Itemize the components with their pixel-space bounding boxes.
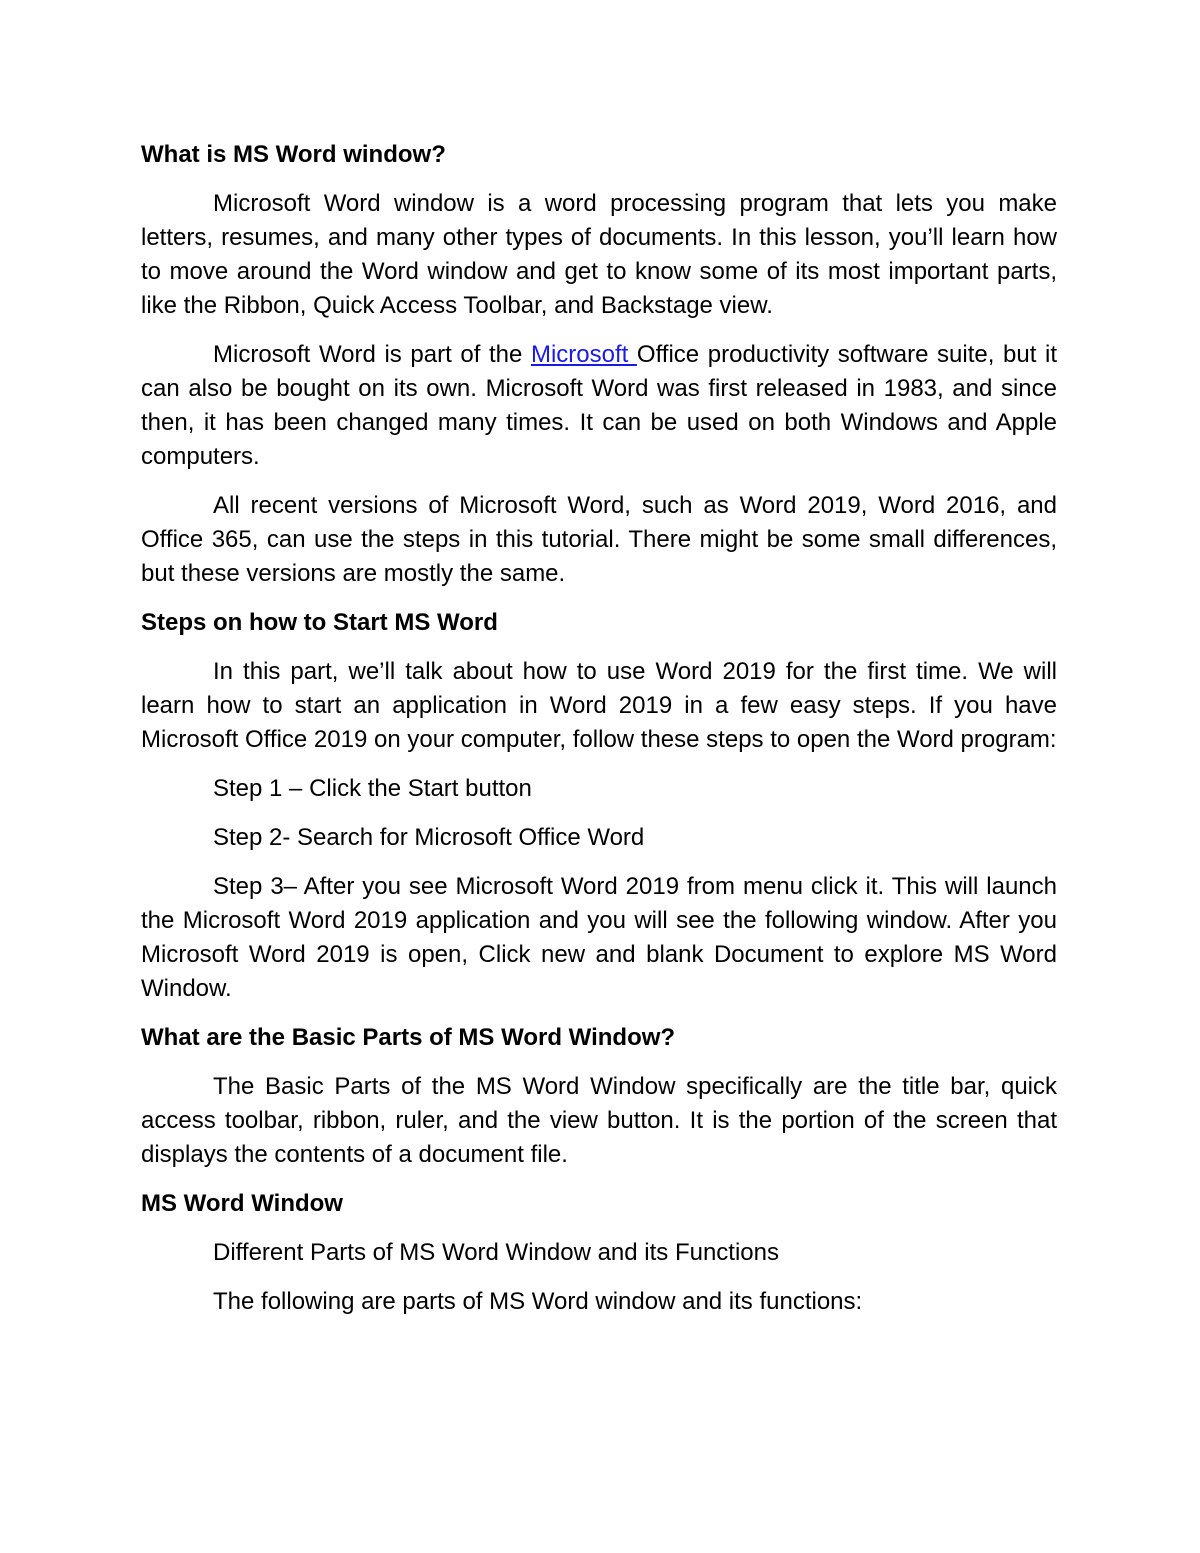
heading-what-is-ms-word-window: What is MS Word window?: [141, 141, 446, 168]
suite-paragraph-end: Office productivity software suite, but it can also be bought on its own. Microsoft Word was first released in 1983, and since then, it has been changed many times. It can be used on both Windows and Apple computers.: [141, 341, 1057, 470]
microsoft-link[interactable]: Microsoft: [530, 341, 637, 368]
heading-ms-word-window: MS Word Window: [141, 1190, 343, 1217]
basic-parts-paragraph: The Basic Parts of the MS Word Window specifically are the title bar, quick access toolbar, ribbon, ruler, and the view button. It is the portion of the screen that displays the contents of a document file.: [141, 1073, 1057, 1168]
following-parts-line: The following are parts of MS Word window and its functions:: [213, 1288, 863, 1315]
step-1: Step 1 – Click the Start button: [213, 775, 532, 802]
steps-intro-paragraph: In this part, we’ll talk about how to use Word 2019 for the first time. We will learn how to start an application in Word 2019 in a few easy steps. If you have Microsoft Office 2019 on your computer, follow these steps to open the Word program:: [141, 658, 1057, 753]
document-page: [141, 138, 1057, 1334]
versions-paragraph: All recent versions of Microsoft Word, such as Word 2019, Word 2016, and Office 365, can use the steps in this tutorial. There might be some small differences, but these versions are mostly the same.: [141, 492, 1057, 587]
parts-functions-line: Different Parts of MS Word Window and its Functions: [213, 1239, 780, 1266]
intro-paragraph: Microsoft Word window is a word processing program that lets you make letters, resumes, and many other types of documents. In this lesson, you’ll learn how to move around the Word window and get to know some of its most important parts, like the Ribbon, Quick Access Toolbar, and Backstage view.: [141, 190, 1057, 319]
heading-basic-parts: What are the Basic Parts of MS Word Window?: [141, 1024, 676, 1051]
suite-paragraph: [141, 338, 1057, 474]
step-3: Step 3– After you see Microsoft Word 2019 from menu click it. This will launch the Microsoft Word 2019 application and you will see the following window. After you Microsoft Word 2019 is open, Click new and blank Document to explore MS Word Window.: [141, 873, 1057, 1002]
heading-steps-start-ms-word: Steps on how to Start MS Word: [141, 609, 498, 636]
suite-paragraph-start: Microsoft Word is part of the: [213, 341, 531, 368]
step-2: Step 2- Search for Microsoft Office Word: [213, 824, 645, 851]
